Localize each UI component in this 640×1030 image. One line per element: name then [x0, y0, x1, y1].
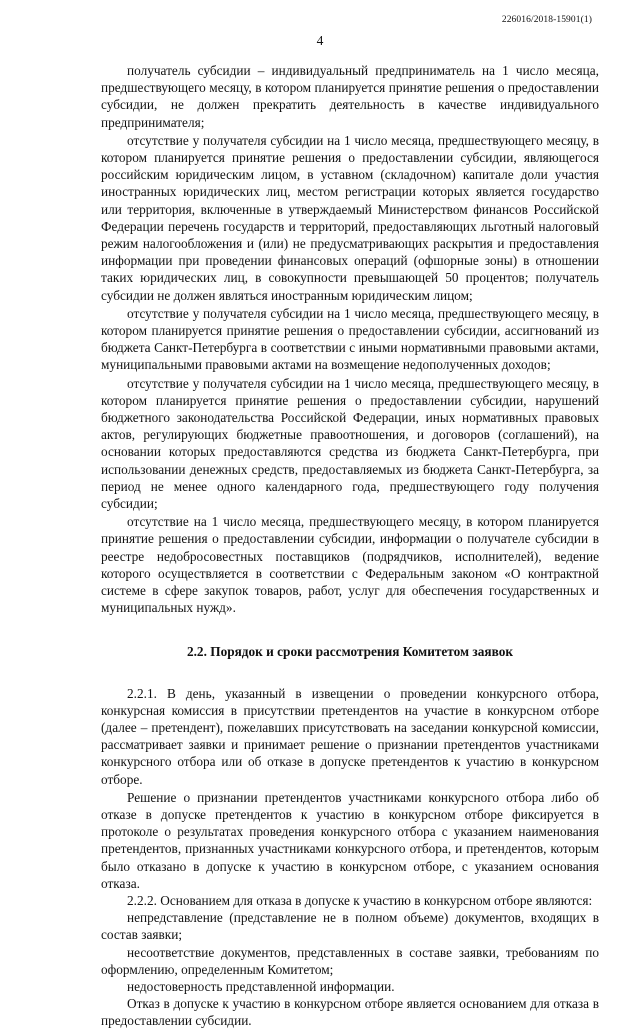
paragraph: Отказ в допуске к участию в конкурсном отборе является основанием для отказа в предоставлении субсидии. [101, 996, 599, 1029]
paragraph: недостоверность представленной информации. [127, 978, 395, 994]
paragraph: отсутствие у получателя субсидии на 1 число месяца, предшествующего месяцу, в котором планируется принятие решения о предоставлении субсидии, ассигнований из бюджета Санкт-Петербурга в соответствии с иными нормативными правовыми актами, муниципальными правовыми актами на возмещение недополученных доходов; [101, 305, 599, 373]
paragraph: 2.2.1. В день, указанный в извещении о проведении конкурсного отбора, конкурсная комиссия в присутствии претендентов на участие в конкурсном отборе (далее – претендент), пожелавших присутствовать на заседании конкурсной комиссии, рассматривает заявки и принимает решение о признании претендентов участниками конкурсного отбора или об отказе в допуске претендентов к участию в конкурсном отборе. [101, 685, 599, 787]
section-heading: 2.2. Порядок и сроки рассмотрения Комитетом заявок [186, 643, 514, 659]
paragraph: получатель субсидии – индивидуальный предприниматель на 1 число месяца, предшествующего месяцу, в котором планируется принятие решения о предоставлении субсидии, не должен прекратить деятельность в качестве индивидуального предпринимателя; [101, 63, 599, 130]
paragraph: отсутствие у получателя субсидии на 1 число месяца, предшествующего месяцу, в котором планируется принятие решения о предоставлении субсидии, нарушений бюджетного законодательства Российской Федерации, иных нормативных правовых актов, регулирующих бюджетные правоотношения, и договоров (соглашений), на основании которых предоставляются средства из бюджета Санкт-Петербурга, при использовании денежных средств, предоставляемых из бюджета Санкт-Петербурга, за период не менее одного календарного года, предшествующего году получения субсидии; [101, 375, 599, 512]
paragraph: несоответствие документов, представленных в составе заявки, требованиям по оформлению, определенным Комитетом; [101, 944, 599, 977]
page-number: 4 [316, 33, 324, 48]
document-id: 226016/2018-15901(1) [501, 15, 592, 25]
document-body [101, 62, 599, 1030]
paragraph: Решение о признании претендентов участниками конкурсного отбора либо об отказе в допуске претендентов к участию в конкурсном отборе фиксируется в протоколе о результатах проведения конкурсного отбора с указанием наименования претендентов, признанных участниками конкурсного отбора, и претендентов, которым было отказано в допуске к участию в конкурсном отборе, с указанием основания отказа. [101, 789, 599, 891]
paragraph: непредставление (представление не в полном объеме) документов, входящих в состав заявки; [101, 910, 599, 943]
paragraph: отсутствие на 1 число месяца, предшествующего месяцу, в котором планируется принятие решения о предоставлении субсидии, информации о получателе субсидии в реестре недобросовестных поставщиков (подрядчиков, исполнителей), ведение которого осуществляется в соответствии с Федеральным законом «О контрактной системе в сфере закупок товаров, работ, услуг для обеспечения государственных и муниципальных нужд». [101, 514, 599, 616]
paragraph: отсутствие у получателя субсидии на 1 число месяца, предшествующего месяцу, в котором планируется принятие решения о предоставлении субсидии, являющегося российским юридическим лицом, в уставном (складочном) капитале доли участия иностранных юридических лиц, местом регистрации которых является государство или территория, включенные в утверждаемый Министерством финансов Российской Федерации перечень государств и территорий, предоставляющих льготный налоговый режим налогообложения и (или) не предусматривающих раскрытия и предоставления информации при проведении финансовых операций (офшорные зоны) в отношении таких юридических лиц, в совокупности превышающей 50 процентов; получатель субсидии не должен являться иностранным юридическим лицом; [101, 132, 599, 303]
paragraph: 2.2.2. Основанием для отказа в допуске к участию в конкурсном отборе являются: [127, 892, 593, 908]
